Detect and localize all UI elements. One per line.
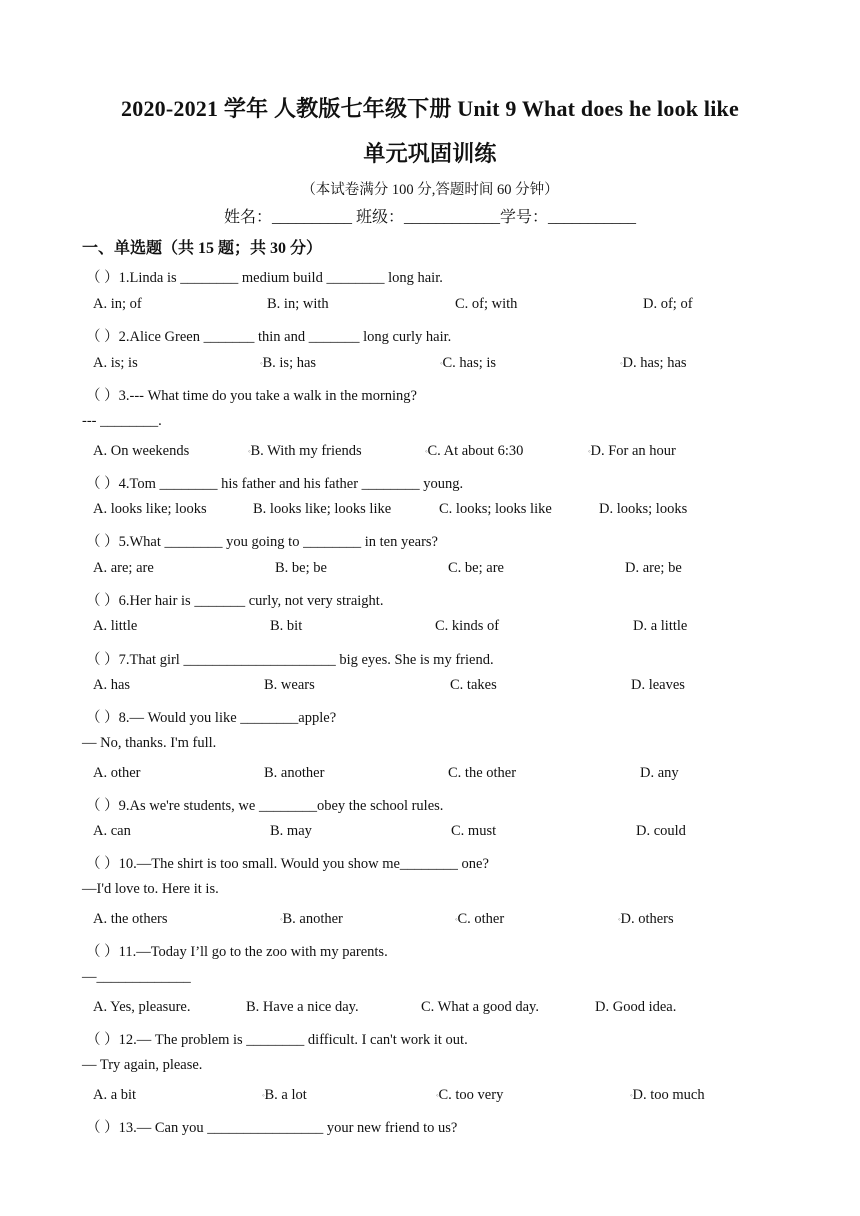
option-b[interactable]: B. Have a nice day.: [246, 999, 359, 1015]
question-continuation: --- ________.: [82, 413, 162, 429]
option-c[interactable]: C. the other: [448, 765, 517, 781]
option-c-label: C. has; is: [442, 355, 497, 371]
option-d[interactable]: D. any: [640, 765, 679, 781]
option-c-label: C. too very: [438, 1087, 504, 1103]
option-a[interactable]: A. other: [93, 765, 141, 781]
option-d[interactable]: [620, 355, 687, 372]
option-b-label: B. another: [282, 911, 343, 927]
option-d[interactable]: [630, 1087, 705, 1104]
option-c[interactable]: C. of; with: [455, 296, 518, 312]
option-c[interactable]: [440, 355, 496, 372]
option-c[interactable]: C. must: [451, 823, 497, 839]
option-d-label: D. has; has: [622, 355, 687, 371]
option-b[interactable]: B. bit: [270, 618, 303, 634]
option-c[interactable]: [436, 1087, 503, 1104]
question-stem: （ ）5.What ________ you going to ________ in ten years?: [86, 534, 438, 550]
anchor-mark-icon: ◦: [260, 359, 263, 368]
question-continuation: —I'd love to. Here it is.: [82, 881, 219, 897]
question-stem: （ ）11.—Today I’ll go to the zoo with my parents.: [86, 944, 388, 960]
option-b[interactable]: B. another: [264, 765, 325, 781]
anchor-mark-icon: ◦: [425, 447, 428, 456]
student-info: 姓名：__________ 班级：____________学号：___________: [223, 209, 636, 226]
option-d[interactable]: D. Good idea.: [595, 999, 677, 1015]
option-b[interactable]: [260, 355, 316, 372]
question-stem: （ ）10.—The shirt is too small. Would you show me________ one?: [86, 856, 489, 872]
section-title: 一、单选题（共 15 题；共 30 分）: [82, 240, 323, 257]
option-a[interactable]: A. are; are: [93, 560, 154, 576]
option-a[interactable]: A. Yes, pleasure.: [93, 999, 191, 1015]
option-a[interactable]: A. can: [93, 823, 131, 839]
option-c[interactable]: C. be; are: [448, 560, 504, 576]
option-d[interactable]: [618, 911, 674, 928]
option-d[interactable]: D. looks; looks: [599, 501, 688, 517]
question-continuation: —_____________: [82, 969, 191, 985]
option-b[interactable]: [280, 911, 343, 928]
option-d-label: D. others: [620, 911, 674, 927]
option-d[interactable]: D. leaves: [631, 677, 685, 693]
anchor-mark-icon: ◦: [436, 1091, 439, 1100]
option-a[interactable]: A. looks like; looks: [93, 501, 207, 517]
question-stem: （ ）7.That girl _____________________ big eyes. She is my friend.: [86, 652, 494, 668]
option-c[interactable]: C. What a good day.: [421, 999, 539, 1015]
option-d[interactable]: D. of; of: [643, 296, 693, 312]
option-a[interactable]: A. in; of: [93, 296, 142, 312]
option-b[interactable]: B. looks like; looks like: [253, 501, 392, 517]
question-stem: （ ）4.Tom ________ his father and his father ________ young.: [86, 476, 464, 492]
option-c[interactable]: C. kinds of: [435, 618, 500, 634]
option-d[interactable]: [588, 443, 676, 460]
option-d[interactable]: D. a little: [633, 618, 688, 634]
question-stem: （ ）8.— Would you like ________apple?: [86, 710, 337, 726]
anchor-mark-icon: ◦: [588, 447, 591, 456]
anchor-mark-icon: ◦: [262, 1091, 265, 1100]
option-d-label: D. too much: [632, 1087, 705, 1103]
page-title: 2020-2021 学年 人教版七年级下册 Unit 9 What does he look like: [121, 96, 739, 121]
option-d[interactable]: D. could: [636, 823, 686, 839]
question-stem: （ ）3.--- What time do you take a walk in the morning?: [86, 388, 417, 404]
anchor-mark-icon: ◦: [440, 359, 443, 368]
option-c[interactable]: C. looks; looks like: [439, 501, 552, 517]
option-c[interactable]: [455, 911, 504, 928]
option-d[interactable]: D. are; be: [625, 560, 682, 576]
question-stem: （ ）6.Her hair is _______ curly, not very straight.: [86, 593, 384, 609]
option-b[interactable]: [262, 1087, 307, 1104]
exam-note: （本试卷满分 100 分,答题时间 60 分钟）: [301, 182, 559, 198]
anchor-mark-icon: ◦: [455, 915, 458, 924]
option-a[interactable]: A. has: [93, 677, 131, 693]
option-a[interactable]: A. little: [93, 618, 138, 634]
option-c[interactable]: C. takes: [450, 677, 497, 693]
option-c[interactable]: [425, 443, 523, 460]
question-stem: （ ）1.Linda is ________ medium build ________ long hair.: [86, 270, 443, 286]
question-continuation: — No, thanks. I'm full.: [82, 735, 217, 751]
option-b[interactable]: B. be; be: [275, 560, 327, 576]
option-b[interactable]: B. wears: [264, 677, 315, 693]
anchor-mark-icon: ◦: [618, 915, 621, 924]
option-b[interactable]: [248, 443, 362, 460]
question-stem: （ ）2.Alice Green _______ thin and _______ long curly hair.: [86, 329, 452, 345]
option-b[interactable]: B. in; with: [267, 296, 329, 312]
option-a[interactable]: A. On weekends: [93, 443, 190, 459]
anchor-mark-icon: ◦: [248, 447, 251, 456]
option-b-label: B. a lot: [264, 1087, 307, 1103]
option-b-label: B. With my friends: [250, 443, 362, 459]
option-a[interactable]: A. the others: [93, 911, 168, 927]
option-a[interactable]: A. a bit: [93, 1087, 137, 1103]
option-a[interactable]: A. is; is: [93, 355, 138, 371]
option-c-label: C. other: [457, 911, 505, 927]
option-b-label: B. is; has: [262, 355, 317, 371]
option-d-label: D. For an hour: [590, 443, 676, 459]
question-stem: （ ）13.— Can you ________________ your new friend to us?: [86, 1120, 458, 1136]
anchor-mark-icon: ◦: [630, 1091, 633, 1100]
page-subtitle: 单元巩固训练: [363, 141, 497, 166]
question-continuation: — Try again, please.: [82, 1057, 203, 1073]
option-c-label: C. At about 6:30: [427, 443, 524, 459]
option-b[interactable]: B. may: [270, 823, 312, 839]
question-stem: （ ）12.— The problem is ________ difficult. I can't work it out.: [86, 1032, 468, 1048]
anchor-mark-icon: ◦: [280, 915, 283, 924]
question-stem: （ ）9.As we're students, we ________obey the school rules.: [86, 798, 444, 814]
anchor-mark-icon: ◦: [620, 359, 623, 368]
